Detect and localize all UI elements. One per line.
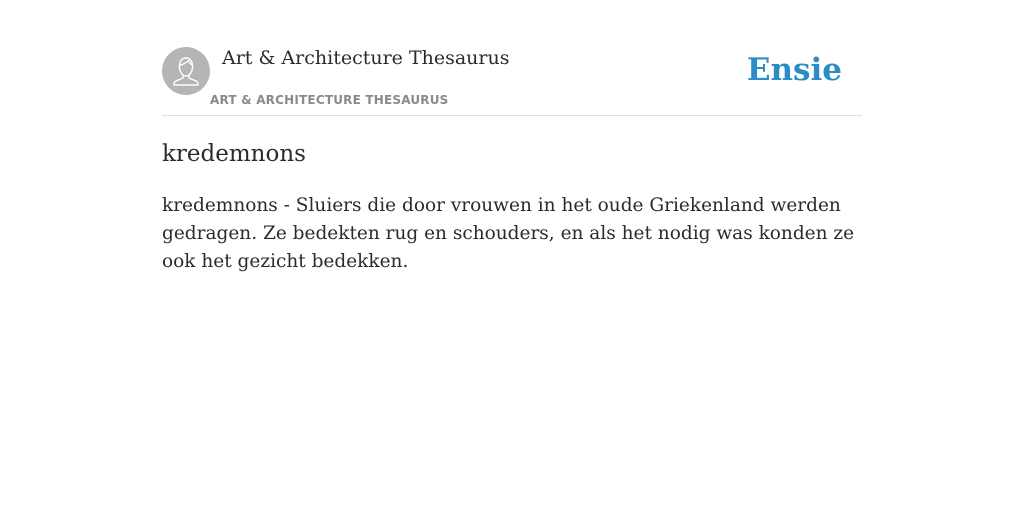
user-icon bbox=[162, 47, 210, 95]
entry-term: kredemnons bbox=[162, 141, 306, 167]
source-tag[interactable]: ART & ARCHITECTURE THESAURUS bbox=[210, 93, 449, 107]
source-header bbox=[162, 0, 862, 116]
source-title[interactable]: Art & Architecture Thesaurus bbox=[222, 47, 510, 69]
entry-definition: kredemnons - Sluiers die door vrouwen in het oude Griekenland werden gedragen. Ze bedekten rug en schouders, en als het nodig was konden ze ook het gezicht bedekken. bbox=[162, 195, 855, 272]
brand-logo[interactable]: Ensie bbox=[746, 52, 842, 88]
avatar[interactable] bbox=[162, 47, 210, 95]
